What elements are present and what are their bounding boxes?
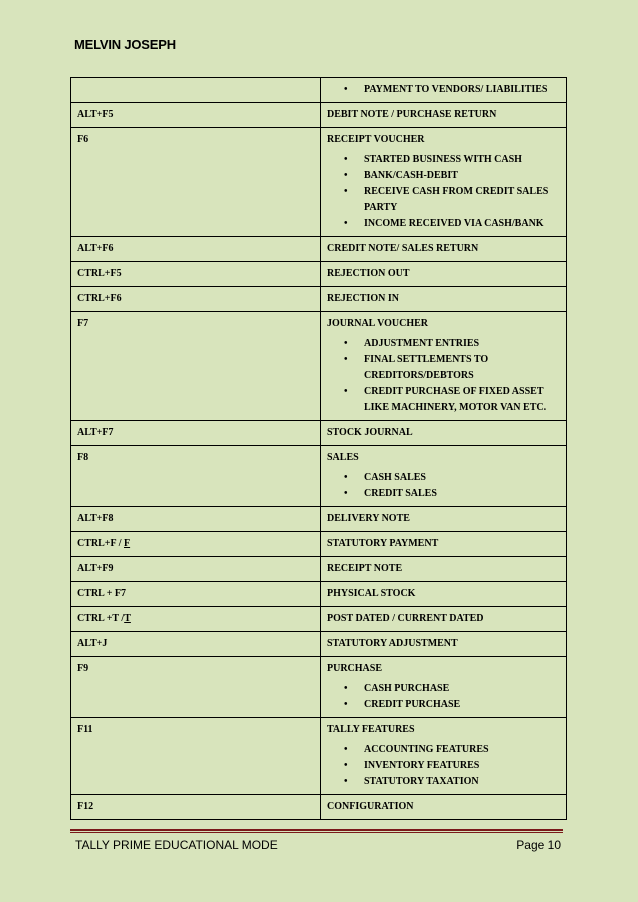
table-row bbox=[71, 78, 567, 103]
description-title: RECEIPT VOUCHER bbox=[327, 134, 425, 145]
table-row bbox=[71, 718, 567, 795]
bullet-list bbox=[327, 742, 560, 790]
shortcut-description bbox=[321, 532, 567, 557]
list-item: • ADJUSTMENT ENTRIES bbox=[327, 336, 560, 352]
list-item: • ACCOUNTING FEATURES bbox=[327, 742, 560, 758]
description-title: CONFIGURATION bbox=[327, 801, 414, 812]
shortcut-description bbox=[321, 421, 567, 446]
shortcut-description bbox=[321, 446, 567, 507]
shortcut-description bbox=[321, 795, 567, 820]
shortcut-key: ALT+F8 bbox=[71, 507, 321, 532]
description-title: CREDIT NOTE/ SALES RETURN bbox=[327, 243, 479, 254]
description-title: JOURNAL VOUCHER bbox=[327, 318, 429, 329]
table-row bbox=[71, 632, 567, 657]
table-row bbox=[71, 312, 567, 421]
shortcut-description bbox=[321, 607, 567, 632]
bullet-list bbox=[327, 152, 560, 232]
shortcut-description bbox=[321, 237, 567, 262]
shortcut-description bbox=[321, 632, 567, 657]
shortcut-description bbox=[321, 128, 567, 237]
shortcut-key: F9 bbox=[71, 657, 321, 718]
table-row bbox=[71, 582, 567, 607]
shortcut-key: F8 bbox=[71, 446, 321, 507]
table-row bbox=[71, 287, 567, 312]
shortcut-table bbox=[70, 77, 567, 820]
shortcut-key: F7 bbox=[71, 312, 321, 421]
shortcut-key bbox=[71, 78, 321, 103]
description-title: STATUTORY PAYMENT bbox=[327, 538, 439, 549]
description-title: STATUTORY ADJUSTMENT bbox=[327, 638, 458, 649]
shortcut-description bbox=[321, 312, 567, 421]
list-item: • CASH SALES bbox=[327, 470, 560, 486]
table-row bbox=[71, 128, 567, 237]
description-title: REJECTION OUT bbox=[327, 268, 410, 279]
table-row bbox=[71, 446, 567, 507]
page-number: Page 10 bbox=[516, 838, 561, 852]
list-item: • STATUTORY TAXATION bbox=[327, 774, 560, 790]
description-title: SALES bbox=[327, 452, 359, 463]
table-row bbox=[71, 237, 567, 262]
table-row bbox=[71, 607, 567, 632]
shortcut-table-body bbox=[71, 78, 567, 820]
shortcut-description bbox=[321, 287, 567, 312]
shortcut-description bbox=[321, 103, 567, 128]
shortcut-key: ALT+F5 bbox=[71, 103, 321, 128]
shortcut-key: CTRL + F7 bbox=[71, 582, 321, 607]
list-item: • CREDIT PURCHASE OF FIXED ASSET LIKE MACHINERY, MOTOR VAN ETC. bbox=[327, 384, 560, 416]
list-item: • CASH PURCHASE bbox=[327, 681, 560, 697]
shortcut-key: CTRL+F / F bbox=[71, 532, 321, 557]
table-row bbox=[71, 421, 567, 446]
list-item: • INCOME RECEIVED VIA CASH/BANK bbox=[327, 216, 560, 232]
bullet-list bbox=[327, 336, 560, 416]
shortcut-key: ALT+J bbox=[71, 632, 321, 657]
shortcut-description bbox=[321, 557, 567, 582]
shortcut-key: CTRL+F5 bbox=[71, 262, 321, 287]
shortcut-key: F12 bbox=[71, 795, 321, 820]
description-title: RECEIPT NOTE bbox=[327, 563, 403, 574]
list-item: • RECEIVE CASH FROM CREDIT SALES PARTY bbox=[327, 184, 560, 216]
footer-divider bbox=[70, 829, 563, 833]
table-row bbox=[71, 262, 567, 287]
list-item: • FINAL SETTLEMENTS TO CREDITORS/DEBTORS bbox=[327, 352, 560, 384]
list-item: • CREDIT PURCHASE bbox=[327, 697, 560, 713]
shortcut-key: ALT+F6 bbox=[71, 237, 321, 262]
shortcut-description bbox=[321, 718, 567, 795]
description-title: TALLY FEATURES bbox=[327, 724, 415, 735]
shortcut-key: ALT+F7 bbox=[71, 421, 321, 446]
table-row bbox=[71, 532, 567, 557]
table-row bbox=[71, 103, 567, 128]
description-title: PHYSICAL STOCK bbox=[327, 588, 416, 599]
shortcut-key: F6 bbox=[71, 128, 321, 237]
footer-title: TALLY PRIME EDUCATIONAL MODE bbox=[75, 838, 278, 852]
list-item: • STARTED BUSINESS WITH CASH bbox=[327, 152, 560, 168]
shortcut-description bbox=[321, 262, 567, 287]
bullet-list bbox=[327, 681, 560, 713]
bullet-list bbox=[327, 82, 560, 98]
shortcut-key: CTRL+F6 bbox=[71, 287, 321, 312]
header-author: MELVIN JOSEPH bbox=[74, 37, 176, 52]
table-row bbox=[71, 795, 567, 820]
table-row bbox=[71, 557, 567, 582]
list-item: • BANK/CASH-DEBIT bbox=[327, 168, 560, 184]
description-title: DELIVERY NOTE bbox=[327, 513, 410, 524]
list-item: • INVENTORY FEATURES bbox=[327, 758, 560, 774]
bullet-list bbox=[327, 470, 560, 502]
description-title: DEBIT NOTE / PURCHASE RETURN bbox=[327, 109, 497, 120]
shortcut-description bbox=[321, 507, 567, 532]
shortcut-description bbox=[321, 582, 567, 607]
description-title: POST DATED / CURRENT DATED bbox=[327, 613, 484, 624]
shortcut-description bbox=[321, 78, 567, 103]
list-item: • PAYMENT TO VENDORS/ LIABILITIES bbox=[327, 82, 560, 98]
table-row bbox=[71, 657, 567, 718]
shortcut-key: F11 bbox=[71, 718, 321, 795]
description-title: PURCHASE bbox=[327, 663, 383, 674]
shortcut-description bbox=[321, 657, 567, 718]
list-item: • CREDIT SALES bbox=[327, 486, 560, 502]
description-title: STOCK JOURNAL bbox=[327, 427, 413, 438]
description-title: REJECTION IN bbox=[327, 293, 399, 304]
shortcut-key: ALT+F9 bbox=[71, 557, 321, 582]
shortcut-key: CTRL +T /T bbox=[71, 607, 321, 632]
table-row bbox=[71, 507, 567, 532]
